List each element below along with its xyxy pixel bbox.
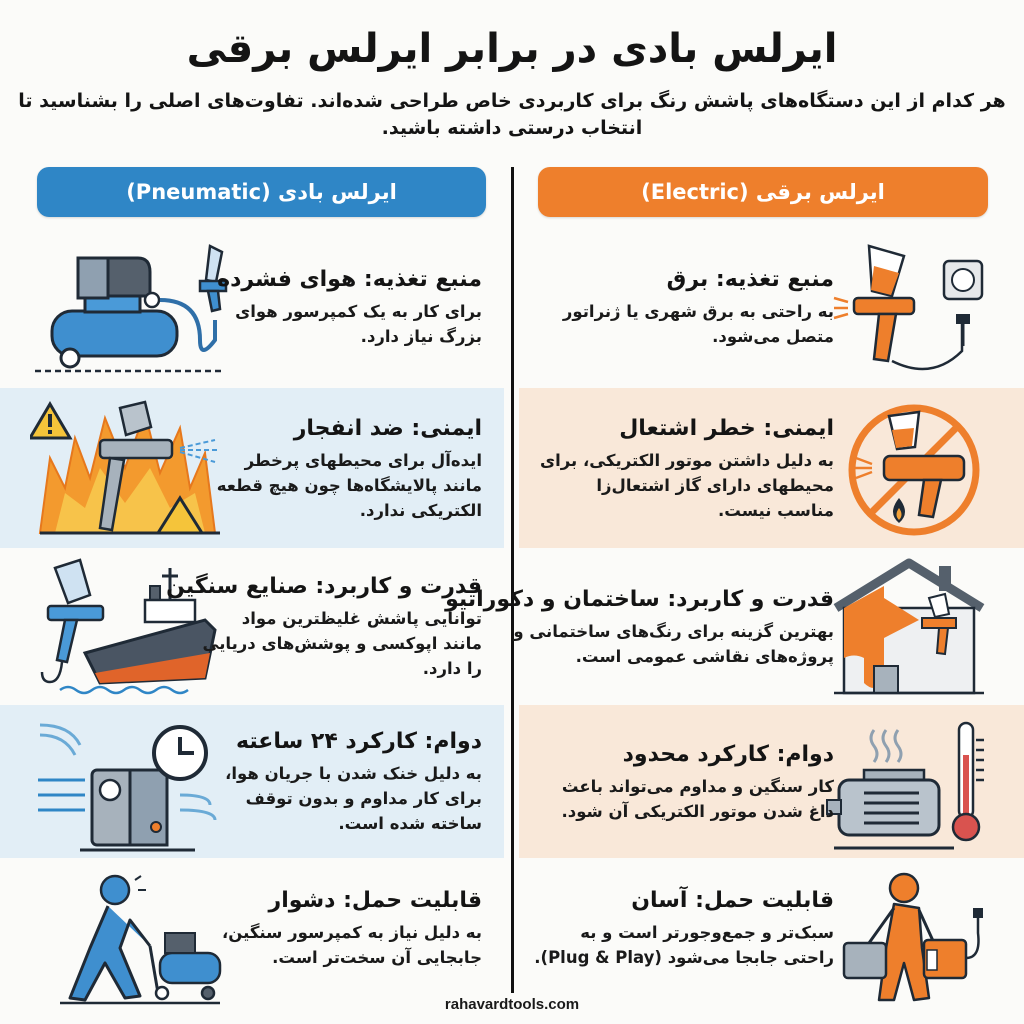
row-heading: قدرت و کاربرد: صنایع سنگین [166, 574, 482, 599]
electric-row-safety [519, 388, 1024, 548]
row-heading: قدرت و کاربرد: ساختمان و دکوراتیو [445, 586, 834, 612]
electric-spray-gun-plug-icon [824, 236, 994, 376]
house-painting-icon [824, 558, 994, 698]
page-subtitle: هر کدام از این دستگاه‌های پاشش رنگ برای کاربردی خاص طراحی شده‌اند. تفاوت‌های اصلی را بشناسید تا انتخاب درستی داشته باشید. [18, 90, 1006, 139]
pneumatic-row-safety [0, 388, 504, 548]
electric-row-power-usage [445, 548, 1024, 705]
person-pushing-compressor-icon [30, 868, 230, 1008]
row-description: به دلیل داشتن موتور الکتریکی، برای محیطهای دارای گاز اشتعال‌زا مناسب نیست. [539, 450, 834, 520]
electric-row-power-source [519, 226, 1024, 388]
pneumatic-row-power-source [0, 226, 504, 388]
row-heading: قابلیت حمل: آسان [631, 888, 834, 913]
compressor-clock-airflow-icon [30, 715, 230, 855]
pneumatic-row-portability [0, 858, 504, 998]
row-description: به دلیل نیاز به کمپرسور سنگین، جابجایی آن سخت‌تر است. [221, 923, 482, 967]
pneumatic-row-power-usage [0, 548, 504, 705]
row-heading: دوام: کارکرد محدود [622, 741, 834, 767]
website-footer: rahavardtools.com [444, 996, 580, 1013]
person-carrying-device-icon [824, 868, 994, 1008]
page-title: ایرلس بادی در برابر ایرلس برقی [186, 26, 838, 72]
air-compressor-spray-gun-icon [30, 236, 230, 376]
row-description: به راحتی به برق شهری یا ژنراتور متصل می‌شود. [562, 302, 834, 346]
column-divider [511, 167, 514, 993]
electric-row-durability [519, 705, 1024, 858]
row-description: به دلیل خنک شدن با جریان هوا، برای کار مداوم و بدون توقف ساخته شده است. [225, 764, 482, 833]
row-heading: ایمنی: خطر اشتعال [619, 415, 834, 441]
electric-column-header: ایرلس برقی (Electric) [538, 167, 988, 217]
row-description: کار سنگین و مداوم می‌تواند باعث داغ شدن موتور الکتریکی آن شود. [561, 776, 834, 821]
row-description: بهترین گزینه برای رنگ‌های ساختمانی و پروژه‌های نقاشی عمومی است. [513, 621, 834, 666]
electric-row-portability [519, 858, 1024, 998]
row-description: ایده‌آل برای محیطهای پرخطر مانند پالایشگاه‌ها چون هیچ قطعه الکتریکی ندارد. [216, 450, 482, 520]
row-heading: قابلیت حمل: دشوار [268, 888, 482, 913]
row-description: برای کار به یک کمپرسور هوای بزرگ نیاز دارد. [235, 302, 482, 346]
row-heading: منبع تغذیه: برق [666, 267, 834, 292]
explosion-proof-spray-gun-icon [30, 398, 230, 538]
row-heading: دوام: کارکرد ۲۴ ساعته [235, 729, 482, 754]
row-description: توانایی پاشش غلیظترین مواد مانند اپوکسی و پوشش‌های دریایی را دارد. [202, 609, 482, 678]
no-spray-gun-flame-icon [824, 398, 994, 538]
row-description: سبک‌تر و جمع‌وجورتر است و به راحتی جابجا می‌شود (Plug & Play). [534, 923, 834, 967]
pneumatic-row-durability [0, 705, 504, 858]
motor-thermometer-icon [824, 715, 994, 855]
pneumatic-column-header: ایرلس بادی (Pneumatic) [37, 167, 486, 217]
row-heading: ایمنی: ضد انفجار [293, 415, 482, 441]
row-heading: منبع تغذیه: هوای فشرده [217, 267, 482, 292]
